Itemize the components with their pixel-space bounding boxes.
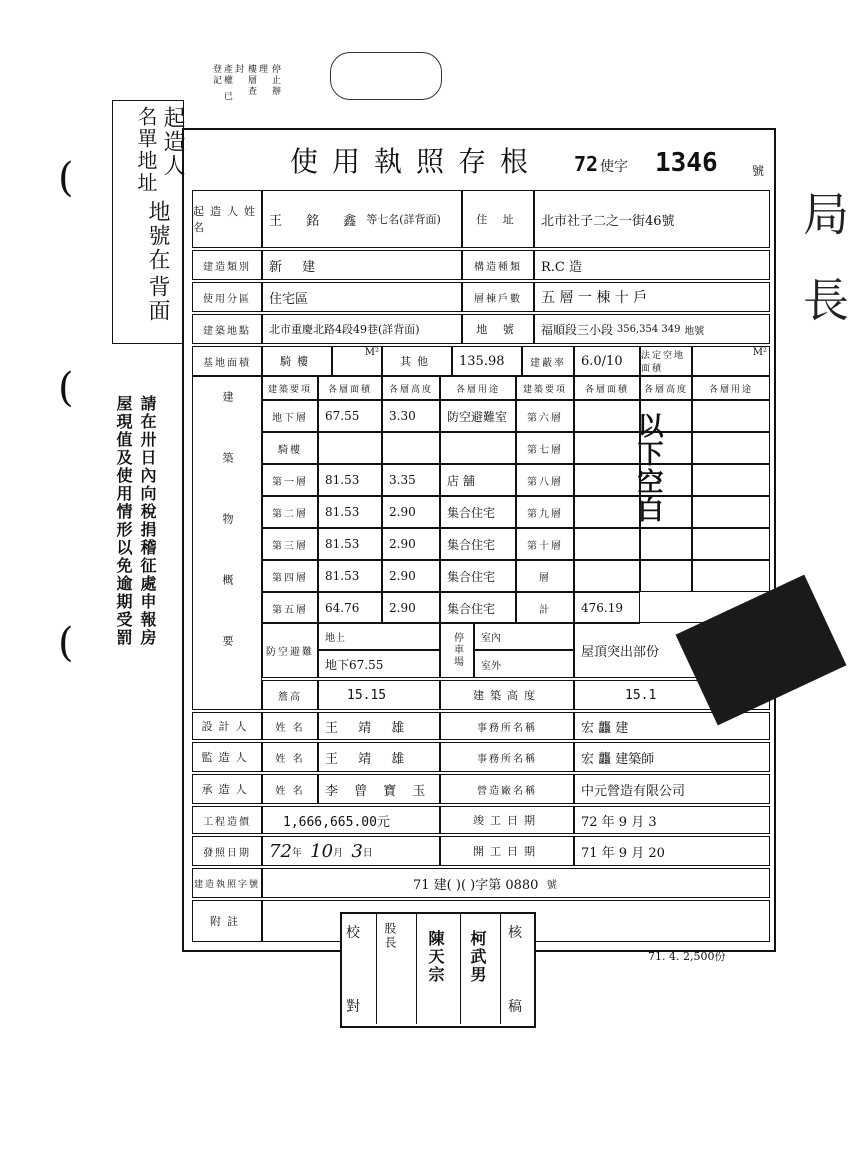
- margin-note-1: 請在卅日內向稅捐稽征處申報房: [138, 395, 157, 647]
- usage-value: 住宅區: [262, 282, 462, 312]
- building-floor-name: 騎樓: [262, 432, 318, 464]
- builder-value: 王 銘 鑫 等七名(詳背面): [262, 190, 462, 248]
- building-floor-area: 64.76: [318, 592, 382, 624]
- parking-out: 室外: [474, 650, 574, 678]
- permit-label: 建造執照字號: [192, 868, 262, 898]
- page-title: 使用執照存根: [290, 145, 543, 178]
- margin-mark: (: [58, 620, 74, 666]
- stamp-pair: 對: [346, 999, 360, 1015]
- contractor-name-label: 姓 名: [262, 774, 318, 804]
- builder-label: 起造人姓名: [192, 190, 262, 248]
- designer-name-label: 姓 名: [262, 712, 318, 740]
- stamp-draft: 稿: [508, 999, 522, 1015]
- coverage-value: 6.0/10: [574, 346, 640, 376]
- building-floor-height-right: [640, 528, 692, 560]
- building-floor-height: 3.30: [382, 400, 440, 432]
- complete-label: 竣工日期: [440, 806, 574, 834]
- building-floor-use-right: [692, 528, 770, 560]
- building-floor-area: 81.53: [318, 464, 382, 496]
- number-suffix: 號: [752, 164, 765, 178]
- bldg-height-value: 15.1: [574, 680, 770, 710]
- building-col-header: 各層面積: [318, 376, 382, 400]
- note-col-1: 起造人: [160, 106, 185, 178]
- building-col-header: 各層高度: [382, 376, 440, 400]
- stamp-approve: 核: [508, 925, 522, 941]
- building-floor-use-right: [692, 496, 770, 528]
- lot-value: 福順段三小段 356,354 349 地號: [534, 314, 770, 344]
- issue-value: 72 年 10 月 3 日: [262, 836, 440, 866]
- building-floor-area: 81.53: [318, 496, 382, 528]
- supervisor-office: 宏 龘 建築師: [574, 742, 770, 772]
- building-col-header: 各層用途: [692, 376, 770, 400]
- building-floor-use: 店 舖: [440, 464, 516, 496]
- building-floor-name-right: 第八層: [516, 464, 574, 496]
- building-floor-area: 81.53: [318, 560, 382, 592]
- cost-value: 1,666,665.00元: [262, 806, 440, 834]
- top-stamp-3: 停止辦理: [257, 64, 280, 97]
- building-floor-use-right: [692, 464, 770, 496]
- supervisor-name-label: 姓 名: [262, 742, 318, 772]
- designer-office-label: 事務所名稱: [440, 712, 574, 740]
- building-floor-use: [440, 432, 516, 464]
- building-floor-name: 第三層: [262, 528, 318, 560]
- building-col-header: 建築要項: [262, 376, 318, 400]
- building-floor-height: [382, 432, 440, 464]
- remark-label: 附註: [192, 900, 262, 942]
- building-col-header: 建築要項: [516, 376, 574, 400]
- number-prefix: 72: [574, 152, 599, 176]
- stamp-name-2: 柯武男: [468, 930, 487, 984]
- building-floor-use-right: [692, 560, 770, 592]
- building-floor-height: 2.90: [382, 496, 440, 528]
- building-floor-name-right: 第十層: [516, 528, 574, 560]
- building-floor-height: 2.90: [382, 560, 440, 592]
- building-section-label: 建築物概要: [192, 376, 262, 710]
- shelter-above: 地上: [318, 622, 440, 650]
- supervisor-office-label: 事務所名稱: [440, 742, 574, 772]
- building-floor-area: 81.53: [318, 528, 382, 560]
- oval-stamp: [330, 52, 442, 100]
- building-floor-area: 67.55: [318, 400, 382, 432]
- stamp-section-chief: 股長: [383, 922, 397, 950]
- shelter-label: 防空避難: [262, 622, 318, 678]
- building-floor-name-right: 計: [516, 592, 574, 624]
- designer-label: 設計人: [192, 712, 262, 740]
- floors-value: 五 層 一 棟 十 戶: [534, 282, 770, 312]
- building-floor-name: 第一層: [262, 464, 318, 496]
- building-col-header: 各層高度: [640, 376, 692, 400]
- print-note: 71. 4. 2,500份: [648, 950, 726, 963]
- coverage-label: 建蔽率: [522, 346, 574, 376]
- building-floor-name: 地下層: [262, 400, 318, 432]
- building-floor-use-right: [692, 432, 770, 464]
- other-value: 135.98: [452, 346, 522, 376]
- note-col-3: 地號在: [145, 200, 170, 272]
- site-label: 建築地點: [192, 314, 262, 344]
- complete-value: 72 年 9 月 3: [574, 806, 770, 834]
- building-floor-use: 集合住宅: [440, 496, 516, 528]
- base-area-label: 基地面積: [192, 346, 262, 376]
- building-floor-name-right: 第九層: [516, 496, 574, 528]
- lot-label: 地 號: [462, 314, 534, 344]
- build-type-label: 建造類別: [192, 250, 262, 280]
- parking-in: 室內: [474, 622, 574, 650]
- building-col-header: 各層用途: [440, 376, 516, 400]
- address-value: 北市社子二之一街46號: [534, 190, 770, 248]
- open-area-label: 法定空地面積: [640, 346, 692, 376]
- number-char: 使字: [600, 159, 628, 175]
- building-floor-name-right: 層: [516, 560, 574, 592]
- issue-label: 發照日期: [192, 836, 262, 866]
- building-floor-area-right: 476.19: [574, 592, 640, 624]
- parking-label: 停車場: [440, 622, 474, 678]
- firm-value: 中元營造有限公司: [574, 774, 770, 804]
- building-floor-name-right: 第六層: [516, 400, 574, 432]
- eaves-value: 15.15: [318, 680, 440, 710]
- open-area-value: M²: [692, 346, 770, 376]
- address-label: 住 址: [462, 190, 534, 248]
- other-label: 其他: [382, 346, 452, 376]
- building-floor-height: 3.35: [382, 464, 440, 496]
- shelter-below: 地下67.55: [318, 650, 440, 678]
- start-label: 開工日期: [440, 836, 574, 866]
- building-floor-use: 集合住宅: [440, 592, 516, 624]
- building-floor-use: 集合住宅: [440, 560, 516, 592]
- permit-number: 1346: [655, 148, 718, 178]
- supervisor-label: 監造人: [192, 742, 262, 772]
- building-floor-area-right: [574, 528, 640, 560]
- contractor-name: 李 曾 寶 玉: [318, 774, 440, 804]
- designer-office: 宏 龘 建: [574, 712, 770, 740]
- right-edge-stamp-text: 局長: [796, 190, 850, 362]
- building-floor-name: 第四層: [262, 560, 318, 592]
- bldg-height-label: 建築高度: [440, 680, 574, 710]
- building-floor-name: 第二層: [262, 496, 318, 528]
- floors-label: 層棟戶數: [462, 282, 534, 312]
- arcade-label: 騎樓: [262, 346, 332, 376]
- building-floor-height: 2.90: [382, 528, 440, 560]
- permit-value: 71 建( )( )字第 0880 號: [262, 868, 770, 898]
- firm-label: 營造廠名稱: [440, 774, 574, 804]
- building-floor-name-right: 第七層: [516, 432, 574, 464]
- handwritten-blank-note: 以下空白: [633, 412, 663, 524]
- margin-mark: (: [58, 155, 74, 201]
- margin-note-2: 屋現值及使用情形以免逾期受罰: [114, 395, 133, 647]
- arcade-value: M²: [332, 346, 382, 376]
- building-floor-use-right: [692, 400, 770, 432]
- stamp-check: 校: [346, 925, 360, 941]
- note-col-2: 名單地址: [134, 106, 158, 194]
- contractor-label: 承造人: [192, 774, 262, 804]
- supervisor-name: 王 靖 雄: [318, 742, 440, 772]
- building-floor-height: 2.90: [382, 592, 440, 624]
- margin-mark: (: [58, 365, 74, 411]
- building-floor-name: 第五層: [262, 592, 318, 624]
- usage-label: 使用分區: [192, 282, 262, 312]
- building-floor-use: 集合住宅: [440, 528, 516, 560]
- building-floor-area: [318, 432, 382, 464]
- designer-name: 王 靖 雄: [318, 712, 440, 740]
- cost-label: 工程造價: [192, 806, 262, 834]
- stamp-name-1: 陳天宗: [426, 930, 445, 984]
- building-floor-height-right: [640, 560, 692, 592]
- structure-label: 構造種類: [462, 250, 534, 280]
- build-type-value: 新 建: [262, 250, 462, 280]
- top-stamp: 產權 已登記: [211, 64, 232, 102]
- start-value: 71 年 9 月 20: [574, 836, 770, 866]
- roof-label: 屋頂突出部份: [574, 622, 770, 678]
- top-stamp-2: 樓層查封: [233, 64, 256, 97]
- structure-value: R.C 造: [534, 250, 770, 280]
- site-value: 北市重慶北路4段49巷(詳背面): [262, 314, 462, 344]
- eaves-label: 簷高: [262, 680, 318, 710]
- note-col-4: 背面: [145, 275, 170, 323]
- building-floor-area-right: [574, 560, 640, 592]
- building-col-header: 各層面積: [574, 376, 640, 400]
- building-floor-use: 防空避難室: [440, 400, 516, 432]
